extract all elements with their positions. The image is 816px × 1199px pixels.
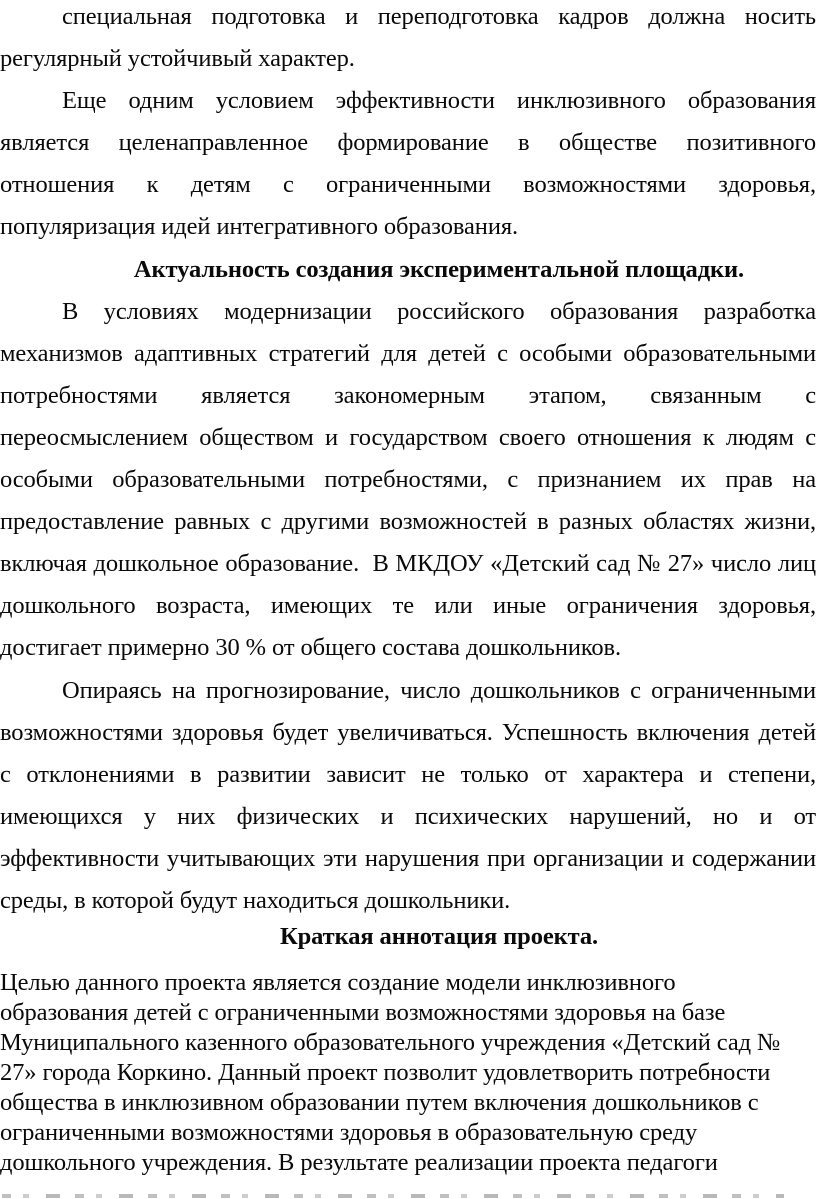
- text-line: Еще одним условием эффективности инклюзивного образования: [62, 87, 816, 115]
- text-line: особыми образовательными потребностями, с признанием их прав на: [0, 466, 816, 494]
- text-line: имеющихся у них физических и психических нарушений, но и от: [0, 802, 816, 830]
- text-line: является целенаправленное формирование в обществе позитивного: [0, 129, 816, 157]
- text-line: возможностями здоровья будет увеличиваться. Успешность включения детей: [0, 718, 816, 746]
- paragraph: [0, 80, 816, 248]
- text-line: популяризация идей интегративного образования.: [0, 213, 519, 241]
- section-heading: [0, 922, 816, 952]
- paragraph: [0, 670, 816, 923]
- text-line: ограниченными возможностями здоровья в образовательную среду: [0, 1119, 698, 1147]
- text-line: образования детей с ограниченными возможностями здоровья на базе: [0, 999, 726, 1027]
- text-line: специальная подготовка и переподготовка кадров должна носить: [62, 3, 816, 30]
- text-line: предоставление равных с другими возможностей в разных областях жизни,: [0, 508, 816, 536]
- text-line: дошкольного учреждения. В результате реализации проекта педагоги: [0, 1149, 718, 1177]
- paragraph: [0, 968, 816, 1178]
- paragraph: [0, 0, 816, 80]
- section-heading: [0, 249, 816, 291]
- text-line: достигает примерно 30 % от общего состава дошкольников.: [0, 634, 622, 662]
- text-line: В условиях модернизации российского образования разработка: [62, 297, 816, 325]
- heading-text: Актуальность создания экспериментальной площадки.: [133, 255, 745, 283]
- text-line: Муниципального казенного образовательного учреждения «Детский сад №: [0, 1029, 781, 1057]
- text-line: Опираясь на прогнозирование, число дошкольников с ограниченными: [62, 676, 816, 704]
- text-line: отношения к детям с ограниченными возможностями здоровья,: [0, 171, 816, 199]
- clipped-text-line: [2, 1194, 784, 1198]
- paragraph: [0, 291, 816, 670]
- text-line: среды, в которой будут находиться дошкольники.: [0, 886, 511, 914]
- text-line: 27» города Коркино. Данный проект позволит удовлетворить потребности: [0, 1059, 771, 1087]
- text-line: механизмов адаптивных стратегий для детей с особыми образовательными: [0, 339, 816, 367]
- heading-text: Краткая аннотация проекта.: [279, 923, 599, 951]
- text-line: с отклонениями в развитии зависит не только от характера и степени,: [0, 760, 816, 788]
- text-line: дошкольного возраста, имеющих те или иные ограничения здоровья,: [0, 592, 816, 620]
- text-line: переосмыслением обществом и государством своего отношения к людям с: [0, 423, 816, 451]
- text-line: потребностями является закономерным этапом, связанным с: [0, 381, 816, 409]
- text-line: эффективности учитывающих эти нарушения при организации и содержании: [0, 844, 816, 872]
- text-line: регулярный устойчивый характер.: [0, 45, 355, 73]
- text-line: Целью данного проекта является создание модели инклюзивного: [0, 969, 676, 997]
- text-line: включая дошкольное образование. В МКДОУ «Детский сад № 27» число лиц: [0, 550, 816, 578]
- text-line: общества в инклюзивном образовании путем включения дошкольников с: [0, 1089, 759, 1117]
